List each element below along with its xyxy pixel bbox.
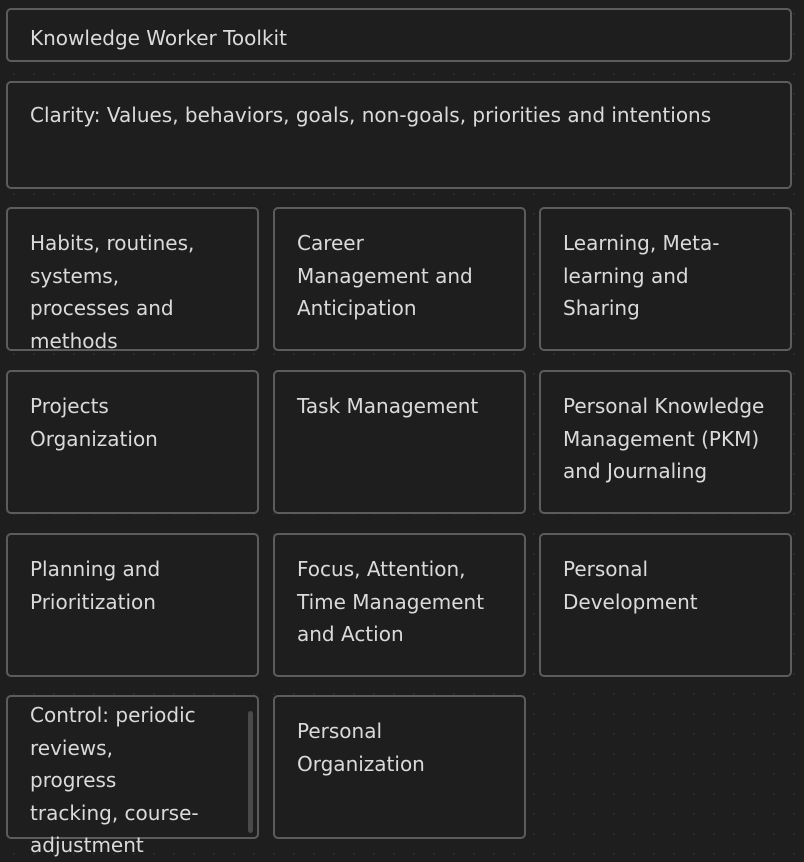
card-label: Habits, routines, systems, processes and methods <box>30 231 195 353</box>
card-scrollbar[interactable] <box>248 711 253 833</box>
card-label: Planning and Prioritization <box>30 557 161 614</box>
canvas-card-development[interactable] <box>539 533 792 677</box>
canvas-card-personal-organization[interactable] <box>273 695 526 839</box>
card-label: Task Management <box>297 394 479 418</box>
canvas-card-projects[interactable] <box>6 370 259 514</box>
canvas-card-learning[interactable] <box>539 207 792 351</box>
card-label: Personal Organization <box>297 719 425 776</box>
card-label: Clarity: Values, behaviors, goals, non-goals, priorities and intentions <box>30 103 712 127</box>
card-label: Projects Organization <box>30 394 158 451</box>
canvas-card-clarity[interactable] <box>6 81 792 189</box>
card-label: Personal Development <box>563 557 698 614</box>
canvas-card-focus[interactable] <box>273 533 526 677</box>
canvas-card-title[interactable] <box>6 8 792 62</box>
canvas-card-pkm[interactable] <box>539 370 792 514</box>
card-label: Knowledge Worker Toolkit <box>30 26 287 50</box>
card-label: Career Management and Anticipation <box>297 231 473 320</box>
card-label: Learning, Meta-learning and Sharing <box>563 231 720 320</box>
card-label: Focus, Attention, Time Management and Action <box>297 557 485 646</box>
canvas-card-habits[interactable] <box>6 207 259 351</box>
canvas-card-career[interactable] <box>273 207 526 351</box>
card-label: Personal Knowledge Management (PKM) and Journaling <box>563 394 765 483</box>
canvas-card-tasks[interactable] <box>273 370 526 514</box>
card-label: Control: periodic reviews, progress tracking, course-adjustment <box>30 703 199 857</box>
canvas-card-control[interactable] <box>6 695 259 857</box>
canvas-card-planning[interactable] <box>6 533 259 677</box>
